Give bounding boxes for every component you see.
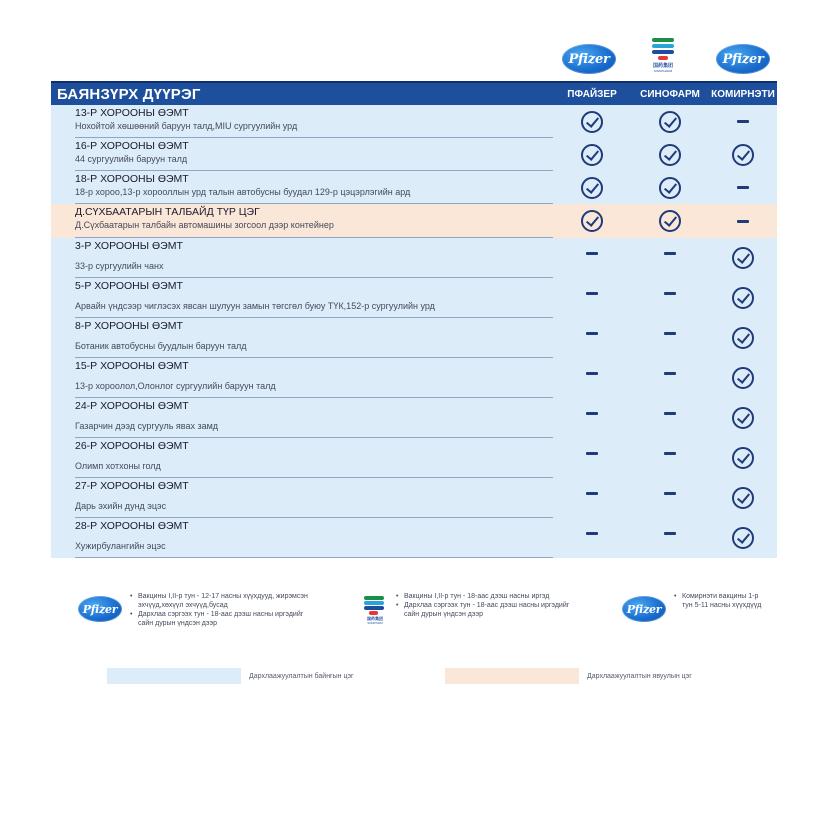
cell-pfizer (553, 372, 631, 398)
check-icon (659, 144, 681, 166)
legend-comirnaty (622, 592, 770, 622)
dash-icon (664, 532, 676, 535)
location-name: 3-Р ХОРООНЫ ӨЭМТ (75, 240, 183, 252)
dash-icon (586, 492, 598, 495)
location-address: Нохойтой хөшөөний баруун талд,MIU сургуулийн урд (75, 121, 298, 131)
dash-icon (737, 120, 749, 123)
table-row (51, 204, 777, 238)
dash-icon (737, 220, 749, 223)
cell-comirnaty (709, 204, 777, 238)
location-info (51, 518, 553, 558)
cell-sinopharm (631, 204, 709, 238)
cell-comirnaty (709, 358, 777, 398)
table-row (51, 278, 777, 318)
check-icon (732, 447, 754, 469)
location-address: 44 сургуулийн баруун талд (75, 154, 188, 164)
legend-sinopharm (362, 592, 576, 626)
night-swatch (445, 668, 579, 684)
location-name: 13-Р ХОРООНЫ ӨЭМТ (75, 107, 189, 119)
legend-note: • Дархлаа сэргээх тун - 18-аас дээш насны иргэдийг сайн дурын үндсэн дээр (396, 601, 576, 619)
table-row (51, 171, 777, 204)
sinopharm-logo: 国药集团 SINOPHARM (362, 592, 388, 626)
check-icon (732, 144, 754, 166)
location-address: Газарчин дээд сургууль явах замд (75, 421, 219, 431)
cell-pfizer (553, 332, 631, 358)
check-icon (732, 247, 754, 269)
dash-icon (586, 292, 598, 295)
cell-pfizer (553, 412, 631, 438)
location-info (51, 278, 553, 318)
cell-comirnaty (709, 478, 777, 518)
cell-sinopharm (631, 452, 709, 478)
location-info (51, 478, 553, 518)
cell-pfizer (553, 204, 631, 238)
table-row (51, 358, 777, 398)
check-icon (732, 327, 754, 349)
table-row (51, 518, 777, 558)
sinopharm-logo: 国药集团 SINOPHARM (646, 36, 680, 76)
location-address: Дарь эхийн дунд эцэс (75, 501, 167, 511)
legend-note: • Дархлаа сэргээх тун - 18-аас дээш насны иргэдийг сайн дурын үндсэн дээр (130, 610, 310, 628)
check-icon (732, 527, 754, 549)
location-address: Ботаник автобусны буудлын баруун талд (75, 341, 247, 351)
location-name: 8-Р ХОРООНЫ ӨЭМТ (75, 320, 183, 332)
cell-sinopharm (631, 171, 709, 204)
dash-icon (664, 372, 676, 375)
legend-note: • Вакцины I,II-р тун - 12-17 насны хүүхдууд, жирэмсэн эхчүүд,хөхүүл эхчүүд,бусад (130, 592, 310, 610)
cell-comirnaty (709, 238, 777, 278)
key-day-label: Дархлаажуулалтын байнгын цэг (249, 672, 354, 680)
dash-icon (586, 332, 598, 335)
dash-icon (586, 532, 598, 535)
location-address: 18-р хороо,13-р хорооллын урд талын автобусны буудал 129-р цэцэрлэгийн ард (75, 187, 411, 197)
location-name: 18-Р ХОРООНЫ ӨЭМТ (75, 173, 189, 185)
check-icon (581, 111, 603, 133)
location-address: 13-р хороолол,Олонлог сургуулийн баруун талд (75, 381, 276, 391)
cell-pfizer (553, 492, 631, 518)
column-header-pfizer: ПФАЙЗЕР (567, 88, 617, 100)
dash-icon (664, 332, 676, 335)
cell-comirnaty (709, 318, 777, 358)
cell-pfizer (553, 138, 631, 171)
table-header (51, 81, 777, 105)
cell-pfizer (553, 452, 631, 478)
location-name: 5-Р ХОРООНЫ ӨЭМТ (75, 280, 183, 292)
location-address: Олимп хотхоны голд (75, 461, 161, 471)
table-row (51, 105, 777, 138)
vaccine-legend (78, 592, 778, 642)
location-address: 33-р сургуулийн чанх (75, 261, 164, 271)
cell-comirnaty (709, 398, 777, 438)
day-swatch (107, 668, 241, 684)
location-name: 16-Р ХОРООНЫ ӨЭМТ (75, 140, 189, 152)
cell-sinopharm (631, 492, 709, 518)
location-name: 27-Р ХОРООНЫ ӨЭМТ (75, 480, 189, 492)
cell-pfizer (553, 171, 631, 204)
cell-sinopharm (631, 292, 709, 318)
location-info (51, 318, 553, 358)
legend-note: • Вакцины I,II-р тун - 18-аас дээш насны иргэд (396, 592, 576, 601)
dash-icon (737, 186, 749, 189)
cell-comirnaty (709, 278, 777, 318)
pfizer-logo: Pfizer (78, 596, 122, 622)
pfizer-logo: Pfizer (716, 44, 770, 74)
location-info (51, 438, 553, 478)
check-icon (659, 177, 681, 199)
location-name: 15-Р ХОРООНЫ ӨЭМТ (75, 360, 189, 372)
location-info (51, 105, 553, 138)
check-icon (732, 407, 754, 429)
table-row (51, 438, 777, 478)
cell-sinopharm (631, 332, 709, 358)
location-name: Д.СҮХБААТАРЫН ТАЛБАЙД ТҮР ЦЭГ (75, 206, 260, 218)
location-name: 28-Р ХОРООНЫ ӨЭМТ (75, 520, 189, 532)
dash-icon (586, 412, 598, 415)
dash-icon (586, 452, 598, 455)
cell-comirnaty (709, 105, 777, 138)
check-icon (732, 367, 754, 389)
check-icon (732, 487, 754, 509)
dash-icon (664, 492, 676, 495)
column-header-comirnaty: КОМИРНЭТИ (711, 88, 775, 100)
location-name: 26-Р ХОРООНЫ ӨЭМТ (75, 440, 189, 452)
dash-icon (586, 372, 598, 375)
cell-sinopharm (631, 105, 709, 138)
vaccine-logos (560, 36, 780, 80)
location-info (51, 171, 553, 204)
pfizer-logo: Pfizer (562, 44, 616, 74)
cell-sinopharm (631, 138, 709, 171)
table-row (51, 318, 777, 358)
cell-sinopharm (631, 372, 709, 398)
key-night (445, 668, 692, 684)
location-address: Хужирбулангийн эцэс (75, 541, 166, 551)
check-icon (732, 287, 754, 309)
check-icon (581, 210, 603, 232)
cell-comirnaty (709, 171, 777, 204)
table-row (51, 138, 777, 171)
legend-note: • Комирнэти вакцины 1-р тун 5-11 насны хүүхдүүд (674, 592, 770, 610)
vaccination-table (51, 81, 777, 558)
check-icon (581, 144, 603, 166)
location-info (51, 204, 553, 238)
dash-icon (664, 252, 676, 255)
table-row (51, 238, 777, 278)
cell-pfizer (553, 105, 631, 138)
dash-icon (586, 252, 598, 255)
location-name: 24-Р ХОРООНЫ ӨЭМТ (75, 400, 189, 412)
location-info (51, 238, 553, 278)
cell-pfizer (553, 292, 631, 318)
table-body (51, 105, 777, 558)
dash-icon (664, 452, 676, 455)
cell-sinopharm (631, 412, 709, 438)
location-info (51, 358, 553, 398)
legend-pfizer (78, 592, 310, 628)
cell-comirnaty (709, 518, 777, 558)
table-row (51, 398, 777, 438)
check-icon (659, 111, 681, 133)
district-title: БАЯНЗҮРХ ДҮҮРЭГ (57, 85, 201, 103)
cell-pfizer (553, 532, 631, 558)
location-info (51, 138, 553, 171)
location-address: Д.Сүхбаатарын талбайн автомашины зогсоол дээр контейнер (75, 220, 334, 230)
cell-sinopharm (631, 532, 709, 558)
location-address: Арвайн үндсээр чиглэсэх явсан шулуун замын төгсгөл буюу ТҮК,152-р сургуулийн урд (75, 301, 435, 311)
key-night-label: Дархлаажуулалтын явуулын цэг (587, 672, 692, 680)
cell-pfizer (553, 252, 631, 278)
pfizer-logo: Pfizer (622, 596, 666, 622)
key-day (107, 668, 354, 684)
check-icon (581, 177, 603, 199)
location-info (51, 398, 553, 438)
check-icon (659, 210, 681, 232)
cell-comirnaty (709, 438, 777, 478)
dash-icon (664, 292, 676, 295)
cell-sinopharm (631, 252, 709, 278)
dash-icon (664, 412, 676, 415)
cell-comirnaty (709, 138, 777, 171)
table-row (51, 478, 777, 518)
column-header-sinopharm: СИНОФАРМ (640, 88, 700, 100)
